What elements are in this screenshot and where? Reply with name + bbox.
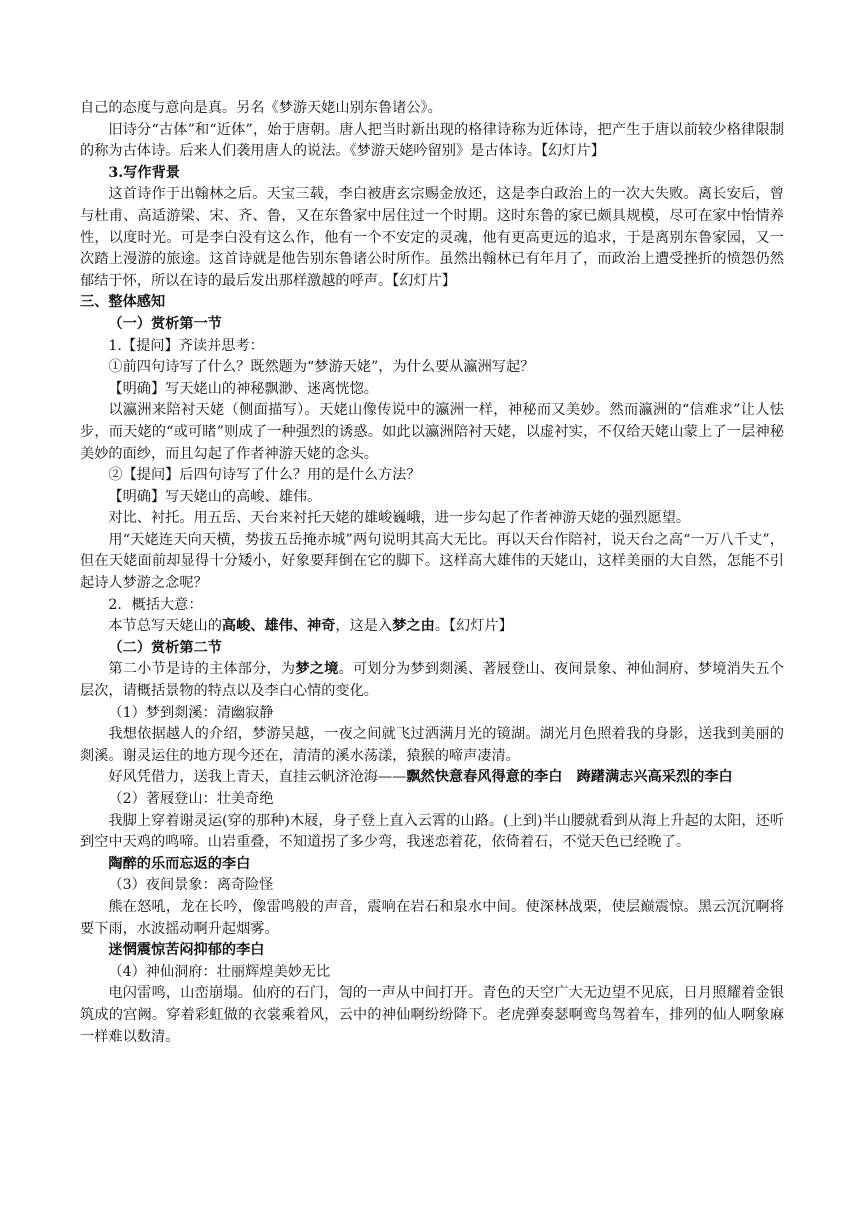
bold-text: 梦之由: [392, 618, 435, 635]
paragraph: 电闪雷鸣，山峦崩塌。仙府的石门，訇的一声从中间打开。青色的天空广大无边望不见底，日月照耀着金银筑成的宫阙。穿着彩虹做的衣裳乘着风，云中的神仙啊纷纷降下。老虎弹奏瑟啊鸾鸟驾着车，排列的仙人啊象麻一样难以数清。: [80, 985, 784, 1045]
paragraph: 我脚上穿着谢灵运(穿的那种)木屐，身子登上直入云霄的山路。(上到)半山腰就看到从海上升起的太阳，还听到空中天鸡的鸣啼。山岩重叠，不知道拐了多少弯，我迷恋着花，依倚着石，不觉天色已经晚了。: [80, 812, 784, 851]
paragraph: 旧诗分“古体”和“近体”，始于唐朝。唐人把当时新出现的格律诗称为近体诗，把产生于唐以前较少格律限制的称为古体诗。后来人们袭用唐人的说法。《梦游天姥吟留别》是古体诗。【幻灯片】: [80, 121, 784, 160]
paragraph: [80, 659, 784, 702]
subsection-heading: （一）赏析第一节: [108, 315, 222, 332]
sub-heading: （1）梦到剡溪：清幽寂静: [108, 704, 274, 721]
paragraph: 以瀛洲来陪衬天姥（侧面描写）。天姥山像传说中的瀛洲一样，神秘而又美妙。然而瀛洲的“信难求”让人怯步，而天姥的“或可睹”则成了一种强烈的诱惑。如此以瀛洲陪衬天姥，以虚衬实，不仅给天姥山蒙上了一层神秘美妙的面纱，而且勾起了作者神游天姥的念头。: [80, 402, 784, 462]
paragraph: 这首诗作于出翰林之后。天宝三载，李白被唐玄宗赐金放还，这是李白政治上的一次大失败。离长安后，曾与杜甫、高适游梁、宋、齐、鲁，又在东鲁家中居住过一个时期。这时东鲁的家已颇具规模，尽可在家中怡情养性，以度时光。可是李白没有这么作，他有一个不安定的灵魂，他有更高更远的追求，于是离别东鲁家园，又一次踏上漫游的旅途。这首诗就是他告别东鲁诸公时所作。虽然出翰林已有年月了，而政治上遭受挫折的愤怨仍然郁结于怀，所以在诗的最后发出那样激越的呼声。【幻灯片】: [80, 186, 784, 289]
section-heading: 三、整体感知: [80, 294, 166, 311]
paragraph: 用“天姥连天向天横，势拔五岳掩赤城”两句说明其高大无比。再以天台作陪衬，说天台之高“一万八千丈”，但在天姥面前却显得十分矮小，好象要拜倒在它的脚下。这样高大雄伟的天姥山，这样美丽的大自然，怎能不引起诗人梦游之念呢？: [80, 531, 784, 592]
bold-text: 梦之境: [295, 661, 339, 678]
sub-heading: （3）夜间景象：离奇险怪: [108, 877, 274, 894]
section-heading: 3.写作背景: [108, 164, 180, 181]
sub-heading: （2）著屐登山：壮美奇绝: [108, 791, 274, 807]
bold-text: 飘然快意春风得意的李白 踌躇满志兴高采烈的李白: [406, 769, 733, 786]
paragraph: ②【提问】后四句诗写了什么？用的是什么方法？: [108, 467, 421, 484]
paragraph: 我想依据越人的介绍，梦游吴越，一夜之间就飞过洒满月光的镜湖。湖光月色照着我的身影，送我到美丽的剡溪。谢灵运住的地方现今还在，清清的溪水荡漾，猿猴的啼声凄清。: [80, 726, 784, 764]
paragraph: 【明确】写天姥山的高峻、雄伟。: [108, 488, 322, 505]
paragraph: 自己的态度与意向是真。另名《梦游天姥山别东鲁诸公》。: [80, 100, 442, 116]
paragraph: ①前四句诗写了什么？既然题为“梦游天姥”，为什么要从瀛洲写起？: [108, 359, 535, 376]
text-run: 本节总写天姥山的: [108, 618, 222, 635]
bold-summary: 陶醉的乐而忘返的李白: [108, 855, 251, 872]
text-run: 好风凭借力，送我上青天，直挂云帆济沧海——: [108, 769, 407, 786]
paragraph: 1.【提问】齐读并思考：: [108, 337, 264, 354]
text-run: 第二小节是诗的主体部分，为: [108, 661, 296, 678]
paragraph: [80, 616, 784, 638]
text-run: ，这是入: [335, 618, 393, 635]
bold-summary: 迷惘震惊苦闷抑郁的李白: [108, 942, 265, 959]
paragraph: 2．概括大意：: [108, 596, 203, 613]
paragraph: [80, 767, 784, 789]
paragraph: 【明确】写天姥山的神秘飘渺、迷离恍惚。: [108, 380, 378, 397]
sub-heading: （4）神仙洞府：壮丽辉煌美妙无比: [108, 963, 331, 980]
bold-text: 高峻、雄伟、神奇: [221, 618, 336, 635]
subsection-heading: （二）赏析第二节: [108, 639, 222, 656]
text-run: 。可划分为梦到剡溪、著屐登山、夜间景象、神仙洞府、梦境消失五个层次，请概括景物的特点以及李白心情的变化。: [80, 661, 784, 700]
paragraph: 对比、衬托。用五岳、天台来衬托天姥的雄峻巍峨，进一步勾起了作者神游天姥的强烈愿望。: [108, 510, 691, 527]
paragraph: 熊在怒吼，龙在长吟，像雷鸣般的声音，震响在岩石和泉水中间。使深林战栗，使层巅震惊。黑云沉沉啊将要下雨，水波摇动啊升起烟雾。: [80, 898, 784, 937]
text-run: 。【幻灯片】: [434, 618, 513, 635]
